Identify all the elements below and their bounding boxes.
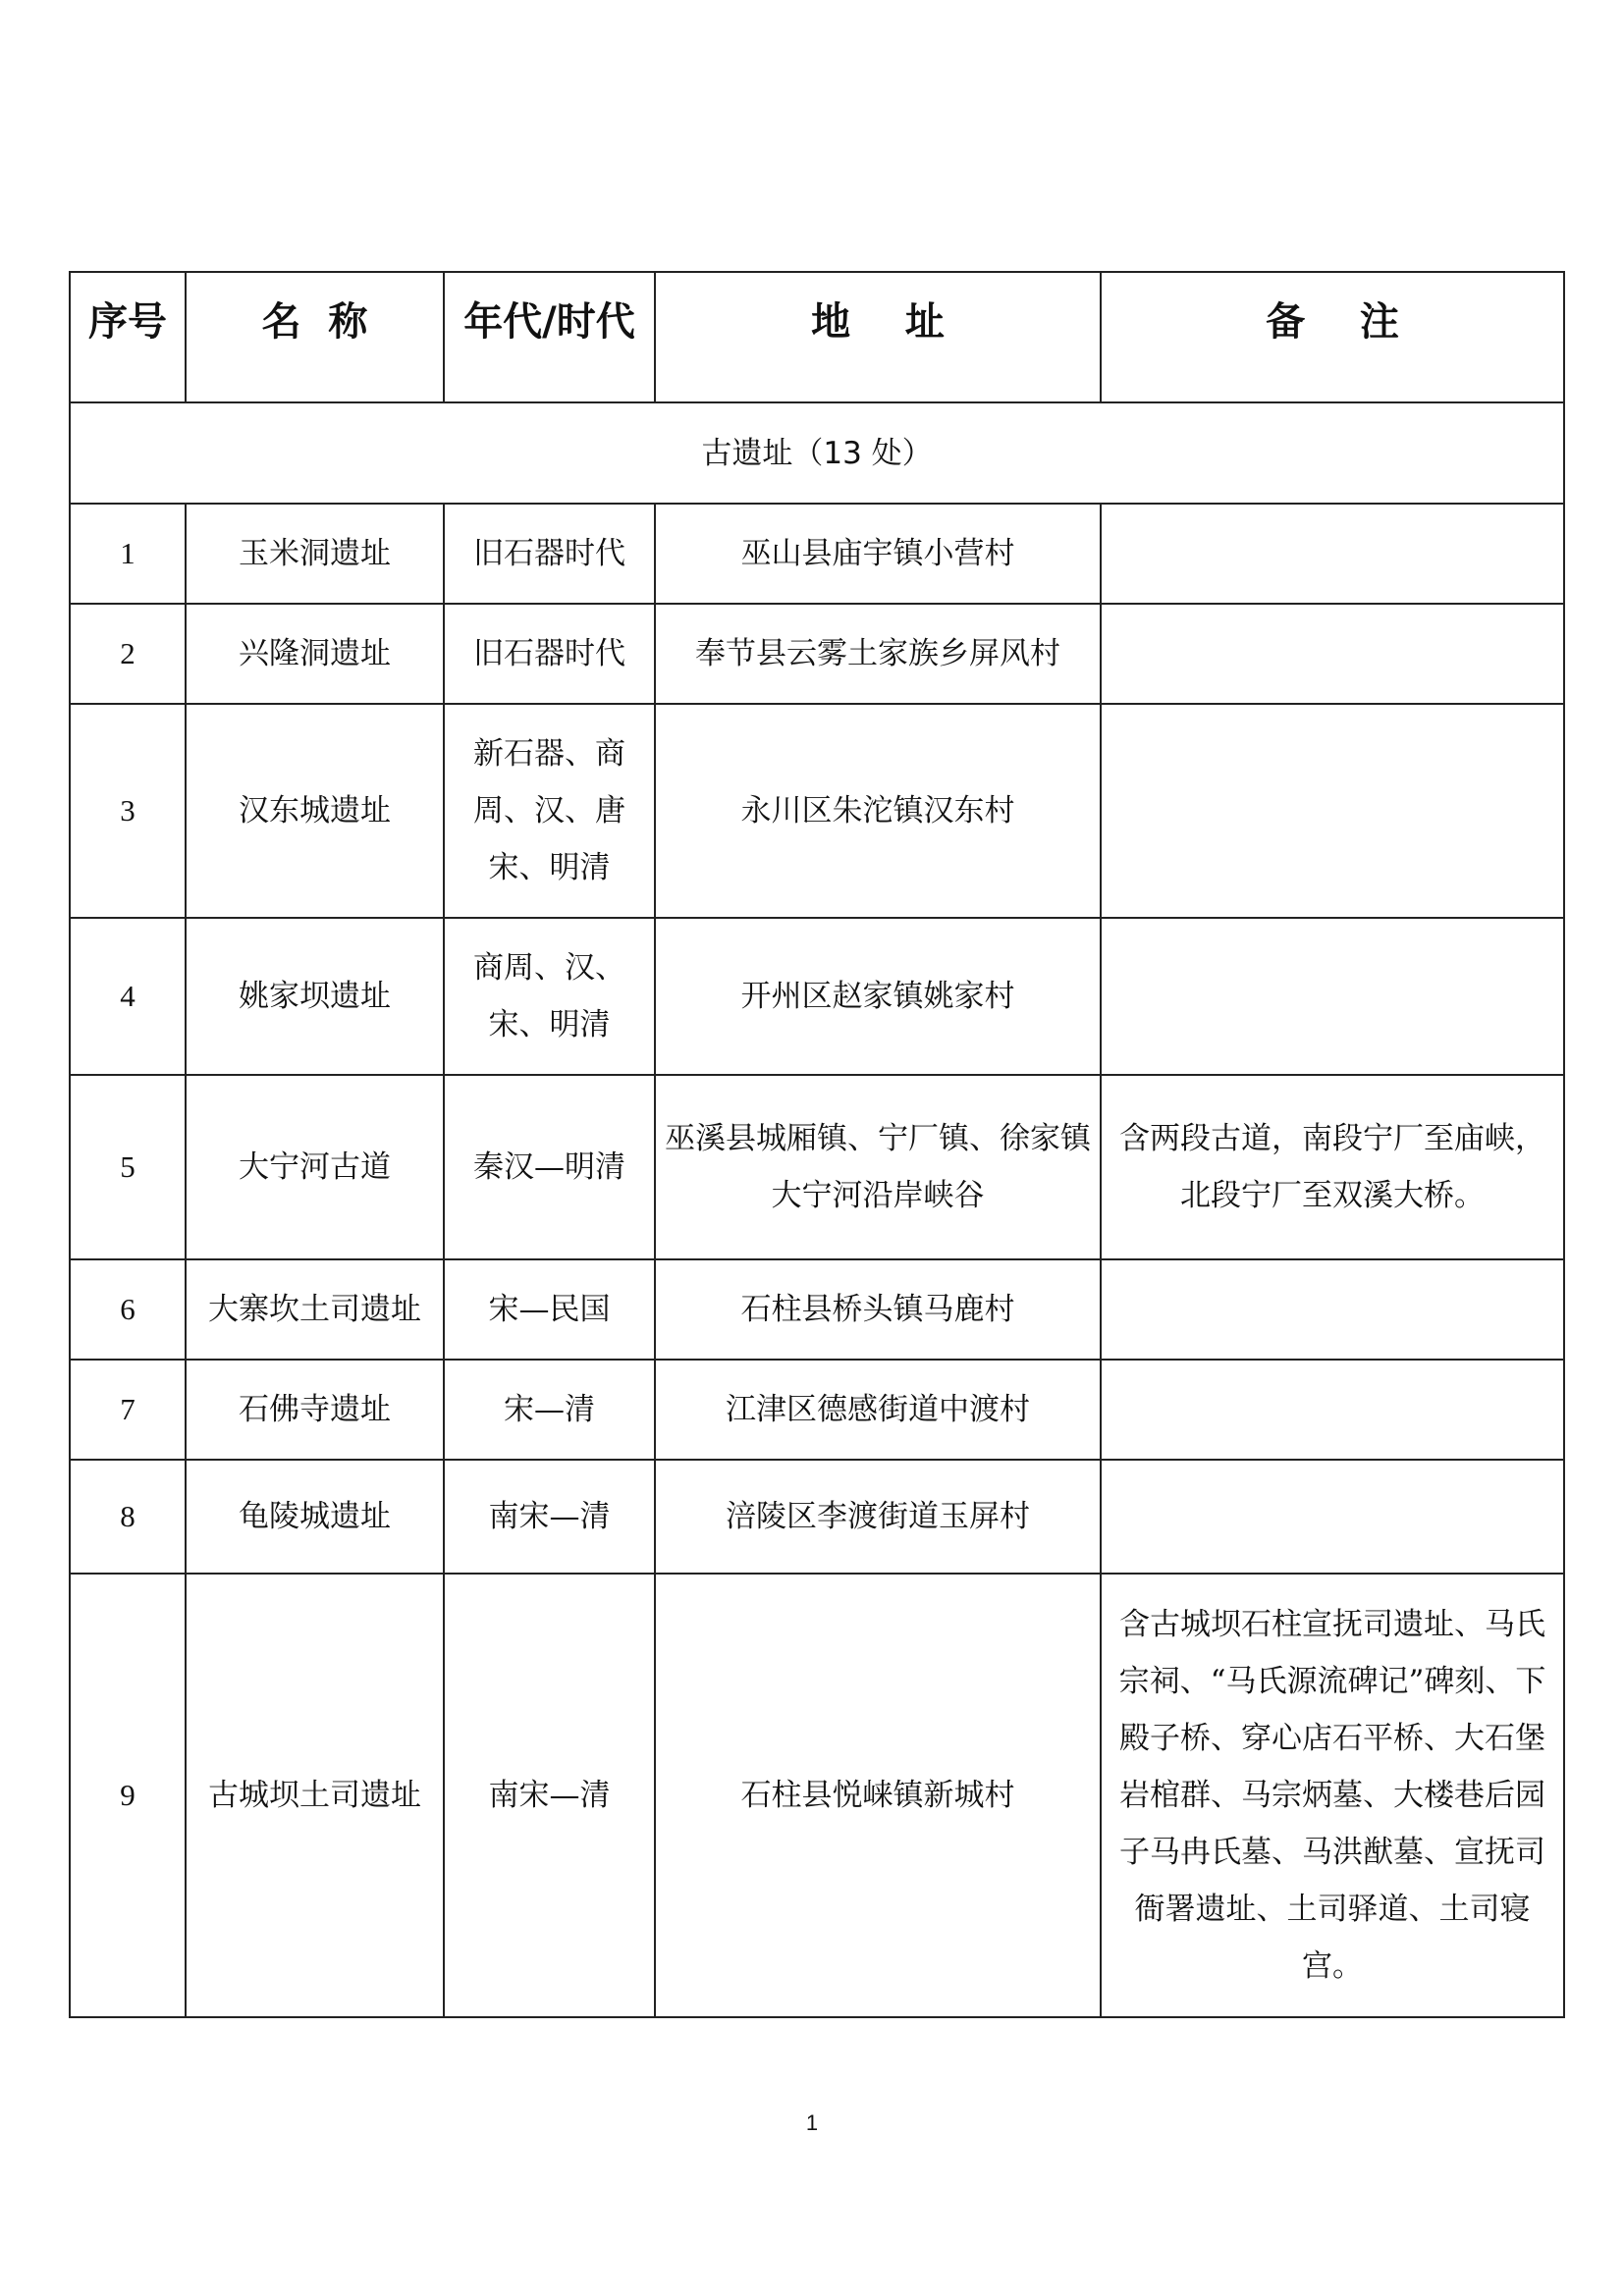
- row-note: 含两段古道，南段宁厂至庙峡，北段宁厂至双溪大桥。: [1101, 1075, 1564, 1259]
- row-address: 永川区朱沱镇汉东村: [655, 704, 1101, 918]
- row-era: 南宋—清: [444, 1574, 655, 2017]
- row-address: 石柱县桥头镇马鹿村: [655, 1259, 1101, 1360]
- row-name: 大寨坎土司遗址: [186, 1259, 444, 1360]
- row-address: 巫溪县城厢镇、宁厂镇、徐家镇大宁河沿岸峡谷: [655, 1075, 1101, 1259]
- page-number: 1: [805, 2110, 819, 2135]
- row-number: 2: [70, 604, 186, 704]
- row-name: 石佛寺遗址: [186, 1360, 444, 1460]
- row-note: [1101, 1360, 1564, 1460]
- row-note: [1101, 1460, 1564, 1574]
- row-number: 4: [70, 918, 186, 1075]
- row-note: [1101, 1259, 1564, 1360]
- row-era: 宋—民国: [444, 1259, 655, 1360]
- section-row: [70, 402, 1564, 504]
- row-address: 巫山县庙宇镇小营村: [655, 504, 1101, 604]
- header-name: 名 称: [186, 272, 444, 402]
- header-address: 地 址: [655, 272, 1101, 402]
- table-row: [70, 1460, 1564, 1574]
- header-num: 序号: [70, 272, 186, 402]
- row-era: 旧石器时代: [444, 504, 655, 604]
- row-era: 秦汉—明清: [444, 1075, 655, 1259]
- row-address: 奉节县云雾土家族乡屏风村: [655, 604, 1101, 704]
- row-number: 5: [70, 1075, 186, 1259]
- row-era: 宋—清: [444, 1360, 655, 1460]
- row-number: 3: [70, 704, 186, 918]
- table-row: [70, 504, 1564, 604]
- row-number: 1: [70, 504, 186, 604]
- row-address: 石柱县悦崃镇新城村: [655, 1574, 1101, 2017]
- heritage-table: [69, 271, 1565, 2018]
- row-era: 新石器、商周、汉、唐宋、明清: [444, 704, 655, 918]
- header-row: [70, 272, 1564, 402]
- row-era: 南宋—清: [444, 1460, 655, 1574]
- row-address: 开州区赵家镇姚家村: [655, 918, 1101, 1075]
- table-row: [70, 604, 1564, 704]
- table-row: [70, 1259, 1564, 1360]
- row-name: 大宁河古道: [186, 1075, 444, 1259]
- table-row: [70, 1574, 1564, 2017]
- row-number: 7: [70, 1360, 186, 1460]
- row-note: [1101, 504, 1564, 604]
- row-name: 兴隆洞遗址: [186, 604, 444, 704]
- row-name: 汉东城遗址: [186, 704, 444, 918]
- row-address: 江津区德感街道中渡村: [655, 1360, 1101, 1460]
- row-name: 玉米洞遗址: [186, 504, 444, 604]
- table-row: [70, 918, 1564, 1075]
- row-era: 商周、汉、宋、明清: [444, 918, 655, 1075]
- row-note: [1101, 604, 1564, 704]
- row-name: 古城坝土司遗址: [186, 1574, 444, 2017]
- row-note: [1101, 704, 1564, 918]
- header-note: 备 注: [1101, 272, 1564, 402]
- row-name: 姚家坝遗址: [186, 918, 444, 1075]
- header-era: 年代/时代: [444, 272, 655, 402]
- table-row: [70, 704, 1564, 918]
- row-name: 龟陵城遗址: [186, 1460, 444, 1574]
- row-number: 6: [70, 1259, 186, 1360]
- table-row: [70, 1360, 1564, 1460]
- section-title: 古遗址（13 处）: [70, 402, 1564, 504]
- row-number: 9: [70, 1574, 186, 2017]
- row-note: [1101, 918, 1564, 1075]
- row-address: 涪陵区李渡街道玉屏村: [655, 1460, 1101, 1574]
- row-note: 含古城坝石柱宣抚司遗址、马氏宗祠、“马氏源流碑记”碑刻、下殿子桥、穿心店石平桥、大石堡岩棺群、马宗炳墓、大楼巷后园子马冉氏墓、马洪猷墓、宣抚司衙署遗址、土司驿道、土司寝宫。: [1101, 1574, 1564, 2017]
- row-era: 旧石器时代: [444, 604, 655, 704]
- row-number: 8: [70, 1460, 186, 1574]
- table-row: [70, 1075, 1564, 1259]
